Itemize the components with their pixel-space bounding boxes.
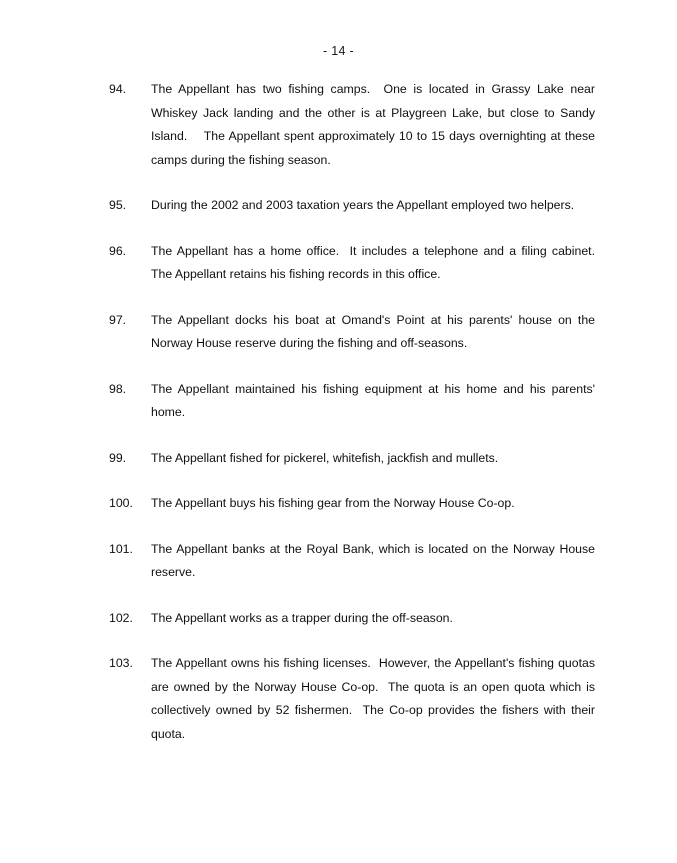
paragraph-96 (109, 240, 602, 287)
paragraph-99 (109, 447, 595, 471)
paragraph-number: 102. (109, 610, 133, 625)
paragraph-94 (109, 78, 599, 172)
page-number: - 14 - (323, 44, 354, 58)
paragraph-text: The Appellant maintained his fishing equipment at his home and his parents' home. (151, 381, 599, 419)
paragraph-number: 100. (109, 496, 133, 510)
document-body (109, 78, 602, 746)
paragraph-text: The Appellant docks his boat at Omand's Point at his parents' house on the Norway House reserve during the fishing and off-seasons. (151, 312, 599, 350)
paragraph-number: 94. (109, 82, 127, 96)
paragraph-text: The Appellant has a home office. It includes a telephone and a filing cabinet. The Appellant retains his fishing records in this office. (151, 243, 602, 281)
paragraph-102 (109, 607, 595, 631)
paragraph-number: 95. (109, 198, 127, 212)
paragraph-text: The Appellant has two fishing camps. One is located in Grassy Lake near Whiskey Jack landing and the other is at Playgreen Lake, but close to Sandy Island. The Appellant spent approximately 10 to 15 days overnighting at these camps during the fishing season. (151, 82, 599, 167)
paragraph-number: 97. (109, 312, 127, 327)
paragraph-103 (109, 652, 599, 746)
paragraph-number: 101. (109, 541, 133, 556)
paragraph-number: 103. (109, 656, 133, 670)
paragraph-text: The Appellant fished for pickerel, whitefish, jackfish and mullets. (151, 450, 499, 465)
paragraph-101 (109, 538, 599, 585)
paragraph-number: 98. (109, 381, 127, 396)
paragraph-number: 96. (109, 243, 127, 258)
paragraph-number: 99. (109, 450, 127, 465)
paragraph-100 (109, 492, 595, 516)
paragraph-text: During the 2002 and 2003 taxation years the Appellant employed two helpers. (151, 198, 575, 212)
paragraph-95 (109, 194, 595, 218)
paragraph-text: The Appellant works as a trapper during the off-season. (151, 610, 453, 625)
paragraph-97 (109, 309, 599, 356)
paragraph-text: The Appellant owns his fishing licenses. However, the Appellant's fishing quotas are owned by the Norway House Co-op. The quota is an open quota which is collectively owned by 52 fishermen. The Co-op provides the fishers with their quota. (151, 656, 599, 741)
paragraph-text: The Appellant buys his fishing gear from the Norway House Co-op. (151, 496, 515, 510)
paragraph-text: The Appellant banks at the Royal Bank, which is located on the Norway House reserve. (151, 541, 599, 579)
paragraph-98 (109, 378, 599, 425)
